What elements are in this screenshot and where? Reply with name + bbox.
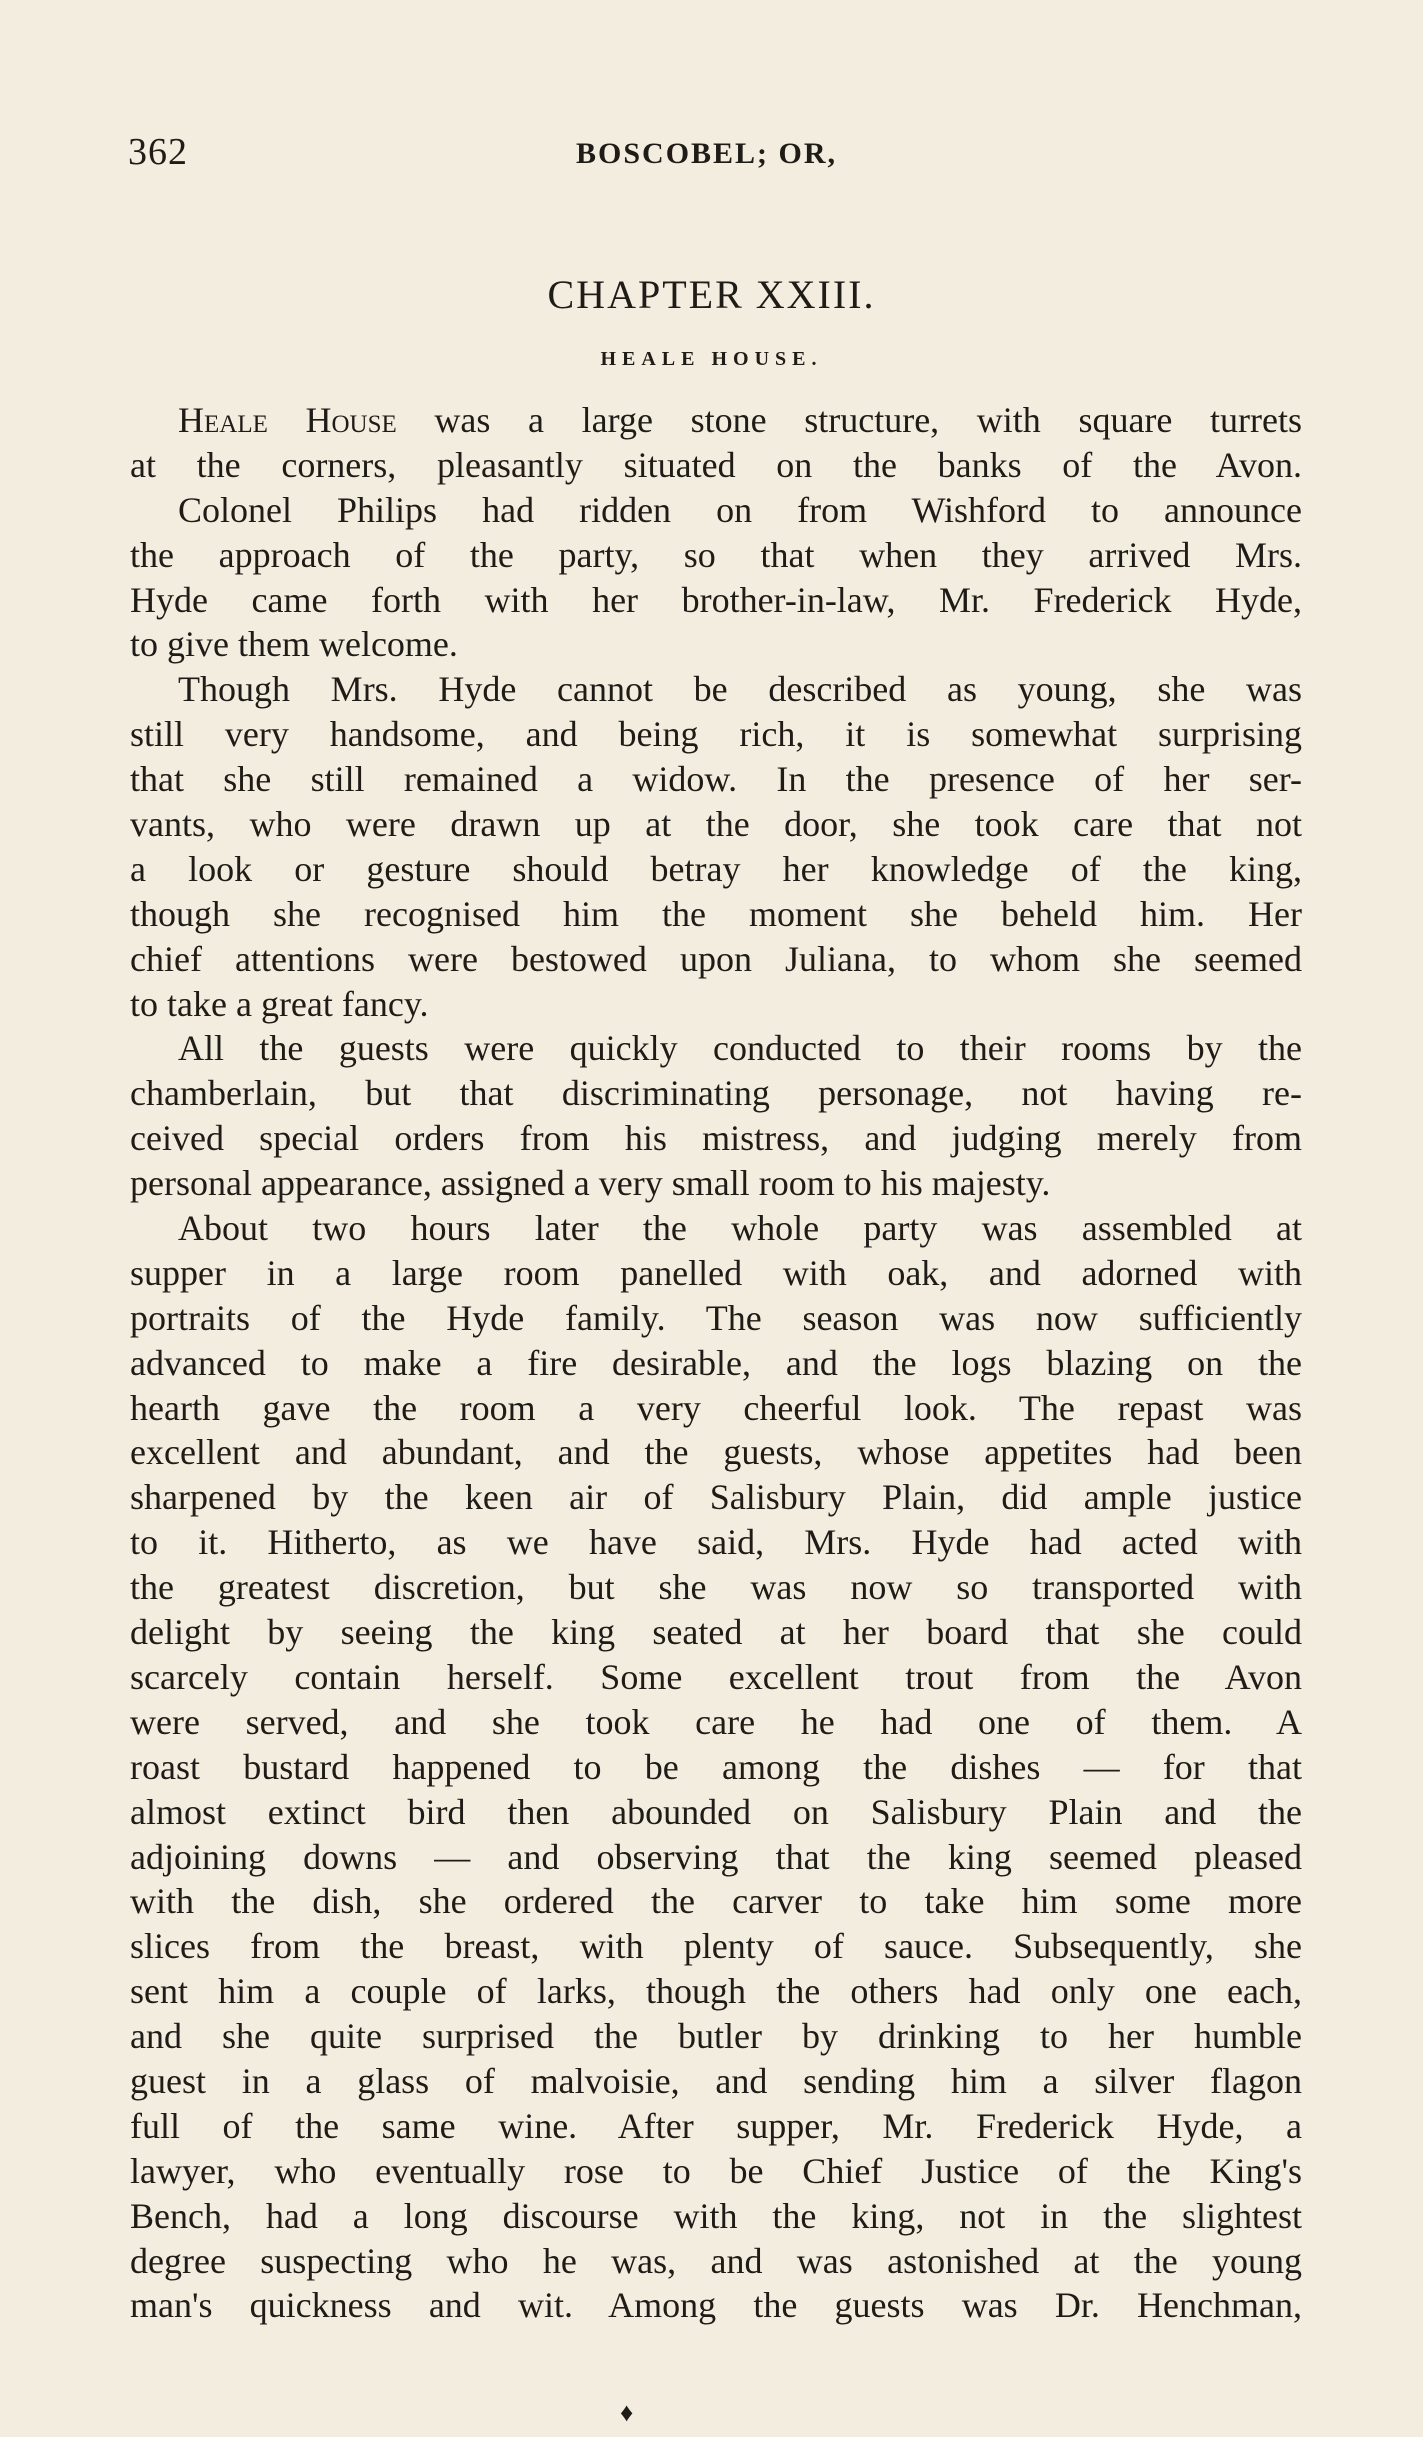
text-line: delight by seeing the king seated at her board that she could: [130, 1612, 1302, 1653]
text-line: Colonel Philips had ridden on from Wishford to announce: [178, 489, 1302, 530]
text-line: almost extinct bird then abounded on Salisbury Plain and the: [130, 1791, 1302, 1832]
running-title: BOSCOBEL; OR,: [576, 137, 838, 170]
text-line: portraits of the Hyde family. The season was now sufficiently: [130, 1297, 1302, 1338]
text-line: About two hours later the whole party was assembled at: [178, 1208, 1302, 1249]
text-line: personal appearance, assigned a very small room to his majesty.: [130, 1163, 1051, 1204]
opening-small-caps: Heale House: [178, 400, 397, 440]
text-line: man's quickness and wit. Among the guests was Dr. Henchman,: [130, 2285, 1302, 2326]
chapter-title: CHAPTER XXIII.: [547, 272, 876, 317]
text-line: Though Mrs. Hyde cannot be described as young, she was: [178, 669, 1302, 710]
text-line: to give them welcome.: [130, 624, 458, 665]
opening-line-rest: was a large stone structure, with square turrets: [396, 400, 1303, 440]
text-line: the approach of the party, so that when they arrived Mrs.: [130, 534, 1302, 575]
text-line: full of the same wine. After supper, Mr. Frederick Hyde, a: [130, 2105, 1302, 2146]
text-line: chief attentions were bestowed upon Juliana, to whom she seemed: [130, 938, 1302, 979]
text-line: that she still remained a widow. In the presence of her ser-: [130, 759, 1302, 800]
text-line: excellent and abundant, and the guests, whose appetites had been: [130, 1432, 1302, 1473]
text-line: guest in a glass of malvoisie, and sending him a silver flagon: [130, 2060, 1302, 2101]
text-line: though she recognised him the moment she beheld him. Her: [130, 893, 1302, 934]
text-line: degree suspecting who he was, and was astonished at the young: [130, 2240, 1302, 2281]
text-line: ceived special orders from his mistress, and judging merely from: [130, 1118, 1302, 1159]
text-line: the greatest discretion, but she was now so transported with: [130, 1567, 1302, 1608]
text-line: to it. Hitherto, as we have said, Mrs. Hyde had acted with: [130, 1522, 1302, 1563]
text-line: roast bustard happened to be among the dishes — for that: [130, 1746, 1302, 1787]
text-line: at the corners, pleasantly situated on the banks of the Avon.: [130, 444, 1302, 485]
text-line: All the guests were quickly conducted to their rooms by the: [178, 1028, 1302, 1069]
text-line: and she quite surprised the butler by drinking to her humble: [130, 2016, 1302, 2057]
text-line: vants, who were drawn up at the door, she took care that not: [130, 804, 1302, 845]
text-line: adjoining downs — and observing that the king seemed pleased: [130, 1836, 1302, 1877]
text-line: sent him a couple of larks, though the others had only one each,: [130, 1971, 1302, 2012]
text-line: Hyde came forth with her brother-in-law, Mr. Frederick Hyde,: [130, 579, 1302, 620]
text-line: still very handsome, and being rich, it is somewhat surprising: [130, 714, 1302, 755]
text-line: lawyer, who eventually rose to be Chief Justice of the King's: [130, 2150, 1302, 2191]
text-line: were served, and she took care he had one of them. A: [130, 1701, 1302, 1742]
text-line: supper in a large room panelled with oak, and adorned with: [130, 1252, 1302, 1293]
text-line: sharpened by the keen air of Salisbury Plain, did ample justice: [130, 1477, 1302, 1518]
text-line: Bench, had a long discourse with the king, not in the slightest: [130, 2195, 1302, 2236]
text-line: advanced to make a fire desirable, and the logs blazing on the: [130, 1342, 1302, 1383]
text-line: slices from the breast, with plenty of sauce. Subsequently, she: [130, 1926, 1302, 1967]
text-line: scarcely contain herself. Some excellent trout from the Avon: [130, 1656, 1302, 1697]
chapter-subtitle: HEALE HOUSE.: [600, 348, 823, 370]
text-line: chamberlain, but that discriminating personage, not having re-: [130, 1073, 1302, 1114]
text-line: to take a great fancy.: [130, 983, 429, 1024]
text-line: hearth gave the room a very cheerful look. The repast was: [130, 1387, 1302, 1428]
page-number: 362: [128, 131, 188, 173]
text-line: a look or gesture should betray her knowledge of the king,: [130, 848, 1302, 889]
printer-mark: ♦: [620, 2398, 634, 2427]
body-text: [130, 398, 1302, 2328]
running-head: [128, 122, 1298, 182]
text-line: with the dish, she ordered the carver to take him some more: [130, 1881, 1302, 1922]
text-line: [130, 398, 1302, 443]
